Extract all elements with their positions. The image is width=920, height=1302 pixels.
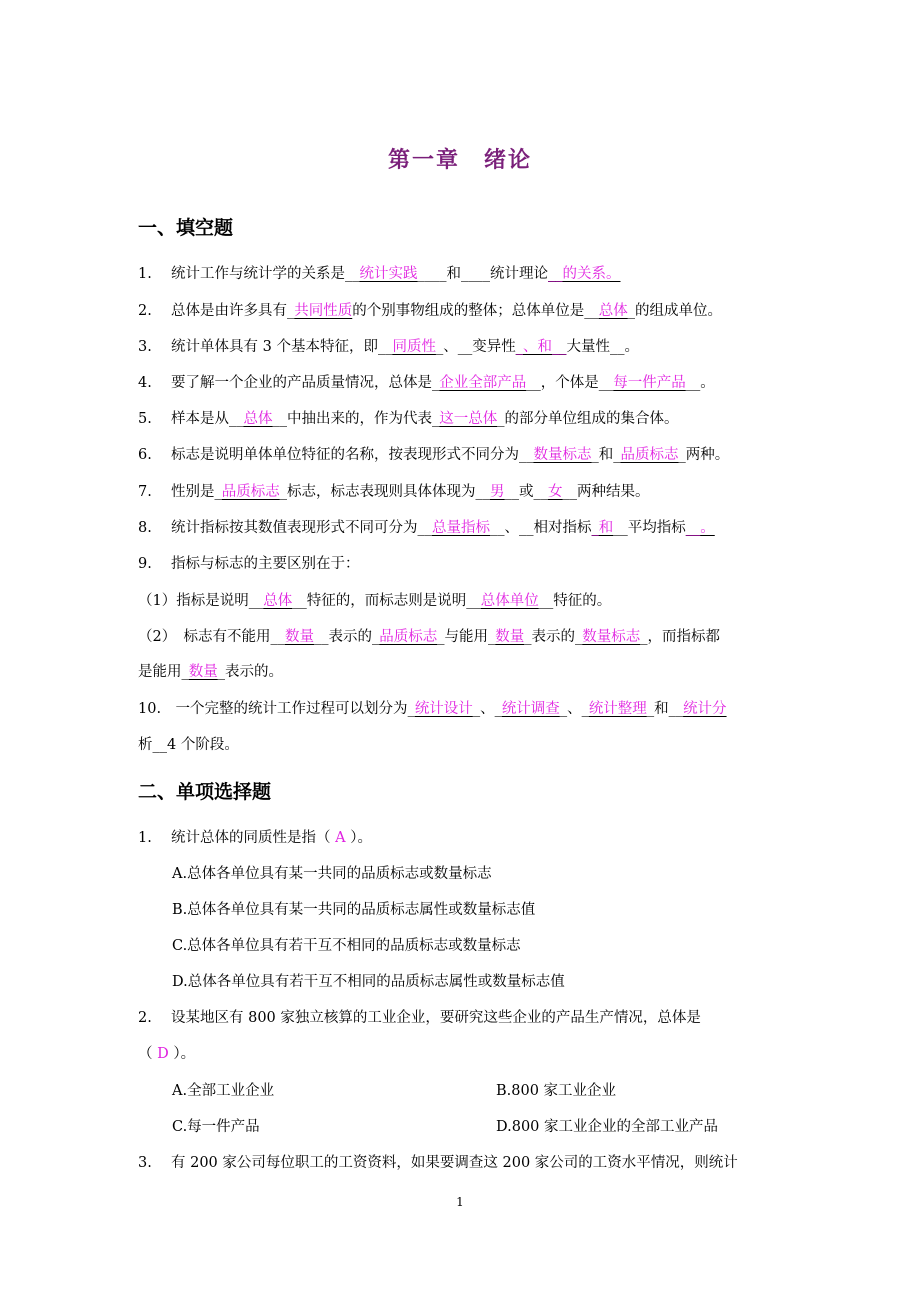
prompt-text: 平均指标	[627, 520, 686, 536]
prompt-text: __两种结果。	[562, 484, 650, 500]
answer-text: 总量指标	[432, 520, 490, 536]
fill-line-9b	[138, 625, 720, 646]
prompt-text: 大量性	[566, 339, 610, 355]
fill-line-9c	[138, 660, 283, 681]
q1-option-c: C.总体各单位具有若干互不相同的品质标志或数量标志	[172, 938, 521, 954]
prompt-text: 10. 一个完整的统计工作过程可以划分为	[138, 701, 408, 717]
prompt-text: _，而指标都	[640, 629, 720, 645]
section-heading-fill-blank: 一、填空题	[138, 217, 234, 239]
q1-option-b: B.总体各单位具有某一共同的品质标志属性或数量标志值	[172, 902, 536, 918]
fill-line-5	[138, 407, 679, 428]
prompt-text: __	[229, 411, 244, 427]
prompt-text: 的个别事物组成的整体；总体单位是	[352, 303, 585, 319]
prompt-text: __。	[609, 339, 639, 355]
question-number: 3.	[138, 1155, 152, 1171]
prompt-text: _	[432, 411, 440, 427]
question-number: 3.	[138, 339, 152, 355]
prompt-text: __，个体是	[526, 375, 599, 391]
question-3	[138, 1151, 738, 1172]
prompt-text: _标志，标志表现则具体体现为	[279, 484, 476, 500]
prompt-text: _	[287, 303, 295, 319]
prompt-text: （1）指标是说明	[138, 593, 249, 609]
question-2	[138, 1006, 701, 1027]
prompt-text: （2） 标志有不能用	[138, 629, 271, 645]
question-number: 7.	[138, 484, 152, 500]
prompt-text: 要了解一个企业的产品质量情况，总体是	[171, 375, 432, 391]
prompt-text: __或	[504, 484, 534, 500]
prompt-text: 统计理论	[490, 266, 548, 282]
question-number: 8.	[138, 520, 152, 536]
answer-text: 统计调查	[501, 701, 560, 717]
prompt-text: _的组成单位。	[627, 303, 722, 319]
answer-text: 统计实践	[359, 266, 418, 282]
prompt-text: _	[613, 447, 621, 463]
question-number: 6.	[138, 447, 152, 463]
question-number: 5.	[138, 411, 152, 427]
paren-close: ）。	[173, 1046, 196, 1062]
prompt-text: __	[613, 520, 628, 536]
answer-text: 数量标志	[533, 447, 592, 463]
prompt-text: _、	[559, 701, 582, 717]
question-text-end: ）。	[350, 830, 372, 846]
fill-line-10b	[138, 733, 239, 754]
fill-line-9a	[138, 589, 611, 610]
prompt-text: __表示的	[313, 629, 372, 645]
question-text: 有 200 家公司每位职工的工资资料，如果要调查这 200 家公司的工资水平情况，则统计	[171, 1155, 738, 1171]
prompt-text: __	[533, 484, 548, 500]
prompt-text: __	[345, 266, 360, 282]
prompt-text: __	[668, 701, 684, 717]
answer-text: 总体单位	[480, 593, 539, 609]
answer-text: 统计整理	[588, 701, 647, 717]
prompt-text: 样本是从	[171, 411, 229, 427]
fill-line-3	[138, 335, 639, 356]
prompt-text: __	[270, 629, 285, 645]
fill-line-6	[138, 443, 729, 464]
question-2-cont	[138, 1042, 195, 1063]
q2-option-c: C.每一件产品	[172, 1119, 260, 1135]
prompt-text: __。	[685, 375, 715, 391]
prompt-text: __	[475, 484, 490, 500]
prompt-text: 统计单体具有 3 个基本特征，即	[171, 339, 378, 355]
prompt-text: _	[214, 484, 222, 500]
answer-text: 总体	[598, 303, 628, 319]
prompt-text: 统计工作与统计学的关系是	[171, 266, 345, 282]
question-number: 1.	[138, 830, 152, 846]
prompt-text: 统计指标按其数值表现形式不同可分为	[171, 520, 418, 536]
question-number: 2.	[138, 303, 152, 319]
answer-text: __的关系。	[548, 266, 621, 282]
prompt-text: _	[432, 375, 440, 391]
question-text: 设某地区有 800 家独立核算的工业企业，要研究这些企业的产品生产情况，总体是	[171, 1010, 701, 1026]
answer-text: 数量标志	[582, 629, 641, 645]
prompt-text: __	[466, 593, 481, 609]
prompt-text: _	[371, 629, 380, 645]
fill-line-2	[138, 299, 722, 320]
fill-line-4	[138, 371, 715, 392]
answer-text: _、和__	[515, 339, 567, 355]
question-number: 1.	[138, 266, 152, 282]
answer-text: 品质标志	[620, 447, 679, 463]
prompt-text: __	[584, 303, 599, 319]
prompt-text: _与能用	[437, 629, 488, 645]
prompt-text: 标志是说明单体单位特征的名称，按表现形式不同分为	[171, 447, 519, 463]
prompt-text: _	[581, 701, 589, 717]
answer-text: 总体	[243, 411, 273, 427]
question-text: 统计总体的同质性是指（	[171, 830, 331, 846]
prompt-text: 指标与标志的主要区别在于：	[171, 556, 360, 572]
answer-text: 企业全部产品	[439, 375, 527, 391]
answer-text: 总体	[263, 593, 293, 609]
fill-line-10a	[138, 697, 727, 718]
prompt-text: _表示的。	[217, 664, 283, 680]
fill-line-7	[138, 480, 650, 501]
answer-text: 品质标志	[379, 629, 438, 645]
prompt-text: _	[181, 664, 189, 680]
prompt-text: __	[377, 339, 393, 355]
prompt-text: __特征的。	[538, 593, 612, 609]
answer-text: _和	[591, 520, 614, 536]
prompt-text: __	[248, 593, 264, 609]
question-number: 9.	[138, 556, 152, 572]
question-1	[138, 826, 372, 847]
prompt-text: 相对指标	[533, 520, 592, 536]
answer-text: __。	[685, 520, 715, 536]
answer-letter: A	[335, 830, 346, 846]
prompt-text: _和	[646, 701, 669, 717]
prompt-text: __中抽出来的，作为代表	[272, 411, 432, 427]
page-number: 1	[456, 1195, 464, 1209]
answer-text: 数量	[188, 664, 218, 680]
prompt-text: 性别是	[171, 484, 215, 500]
q1-option-d: D.总体各单位具有若干互不相同的品质标志属性或数量标志值	[172, 974, 565, 990]
prompt-text: _	[574, 629, 583, 645]
prompt-text: ____和____	[417, 266, 490, 282]
answer-text: 同质性	[392, 339, 436, 355]
fill-line-8	[138, 516, 715, 537]
answer-text: 统计分	[683, 701, 727, 717]
prompt-text: _	[494, 701, 502, 717]
prompt-text: 是能用	[138, 664, 182, 680]
chapter-title: 第一章 绪论	[387, 148, 532, 173]
prompt-text: _	[487, 629, 496, 645]
fill-line-1	[138, 262, 621, 283]
prompt-text: __	[598, 375, 614, 391]
q2-option-a: A.全部工业企业	[172, 1083, 275, 1099]
prompt-text: __特征的，而标志则是说明	[292, 593, 467, 609]
answer-text: 数量	[284, 629, 314, 645]
answer-text: 统计设计	[414, 701, 473, 717]
answer-text: 男	[490, 484, 505, 500]
answer-text: 共同性质	[294, 303, 353, 319]
prompt-text: _的部分单位组成的集合体。	[497, 411, 679, 427]
prompt-text: __	[519, 447, 534, 463]
answer-text: 每一件产品	[613, 375, 686, 391]
answer-letter: D	[157, 1046, 169, 1062]
answer-text: 数量	[495, 629, 525, 645]
question-number: 4.	[138, 375, 152, 391]
q2-option-d: D.800 家工业企业的全部工业产品	[496, 1119, 719, 1135]
prompt-text: _和	[591, 447, 614, 463]
section-heading-single-choice: 二、单项选择题	[138, 781, 272, 803]
prompt-text: 变异性	[472, 339, 516, 355]
answer-text: 品质标志	[221, 484, 280, 500]
prompt-text: __	[417, 520, 432, 536]
prompt-text: 析	[138, 737, 153, 753]
answer-text: 女	[548, 484, 563, 500]
prompt-text: __、__	[490, 520, 534, 536]
answer-text: 这一总体	[439, 411, 498, 427]
fill-line-9	[138, 552, 360, 573]
q2-option-b: B.800 家工业企业	[496, 1083, 617, 1099]
prompt-text: __4 个阶段。	[152, 737, 239, 753]
q1-option-a: A.总体各单位具有某一共同的品质标志或数量标志	[172, 866, 492, 882]
prompt-text: _	[407, 701, 415, 717]
prompt-text: 总体是由许多具有	[171, 303, 287, 319]
prompt-text: _表示的	[524, 629, 575, 645]
paren-open: （	[138, 1046, 153, 1062]
prompt-text: _、	[472, 701, 495, 717]
prompt-text: _两种。	[678, 447, 730, 463]
question-number: 2.	[138, 1010, 152, 1026]
prompt-text: _、__	[435, 339, 473, 355]
